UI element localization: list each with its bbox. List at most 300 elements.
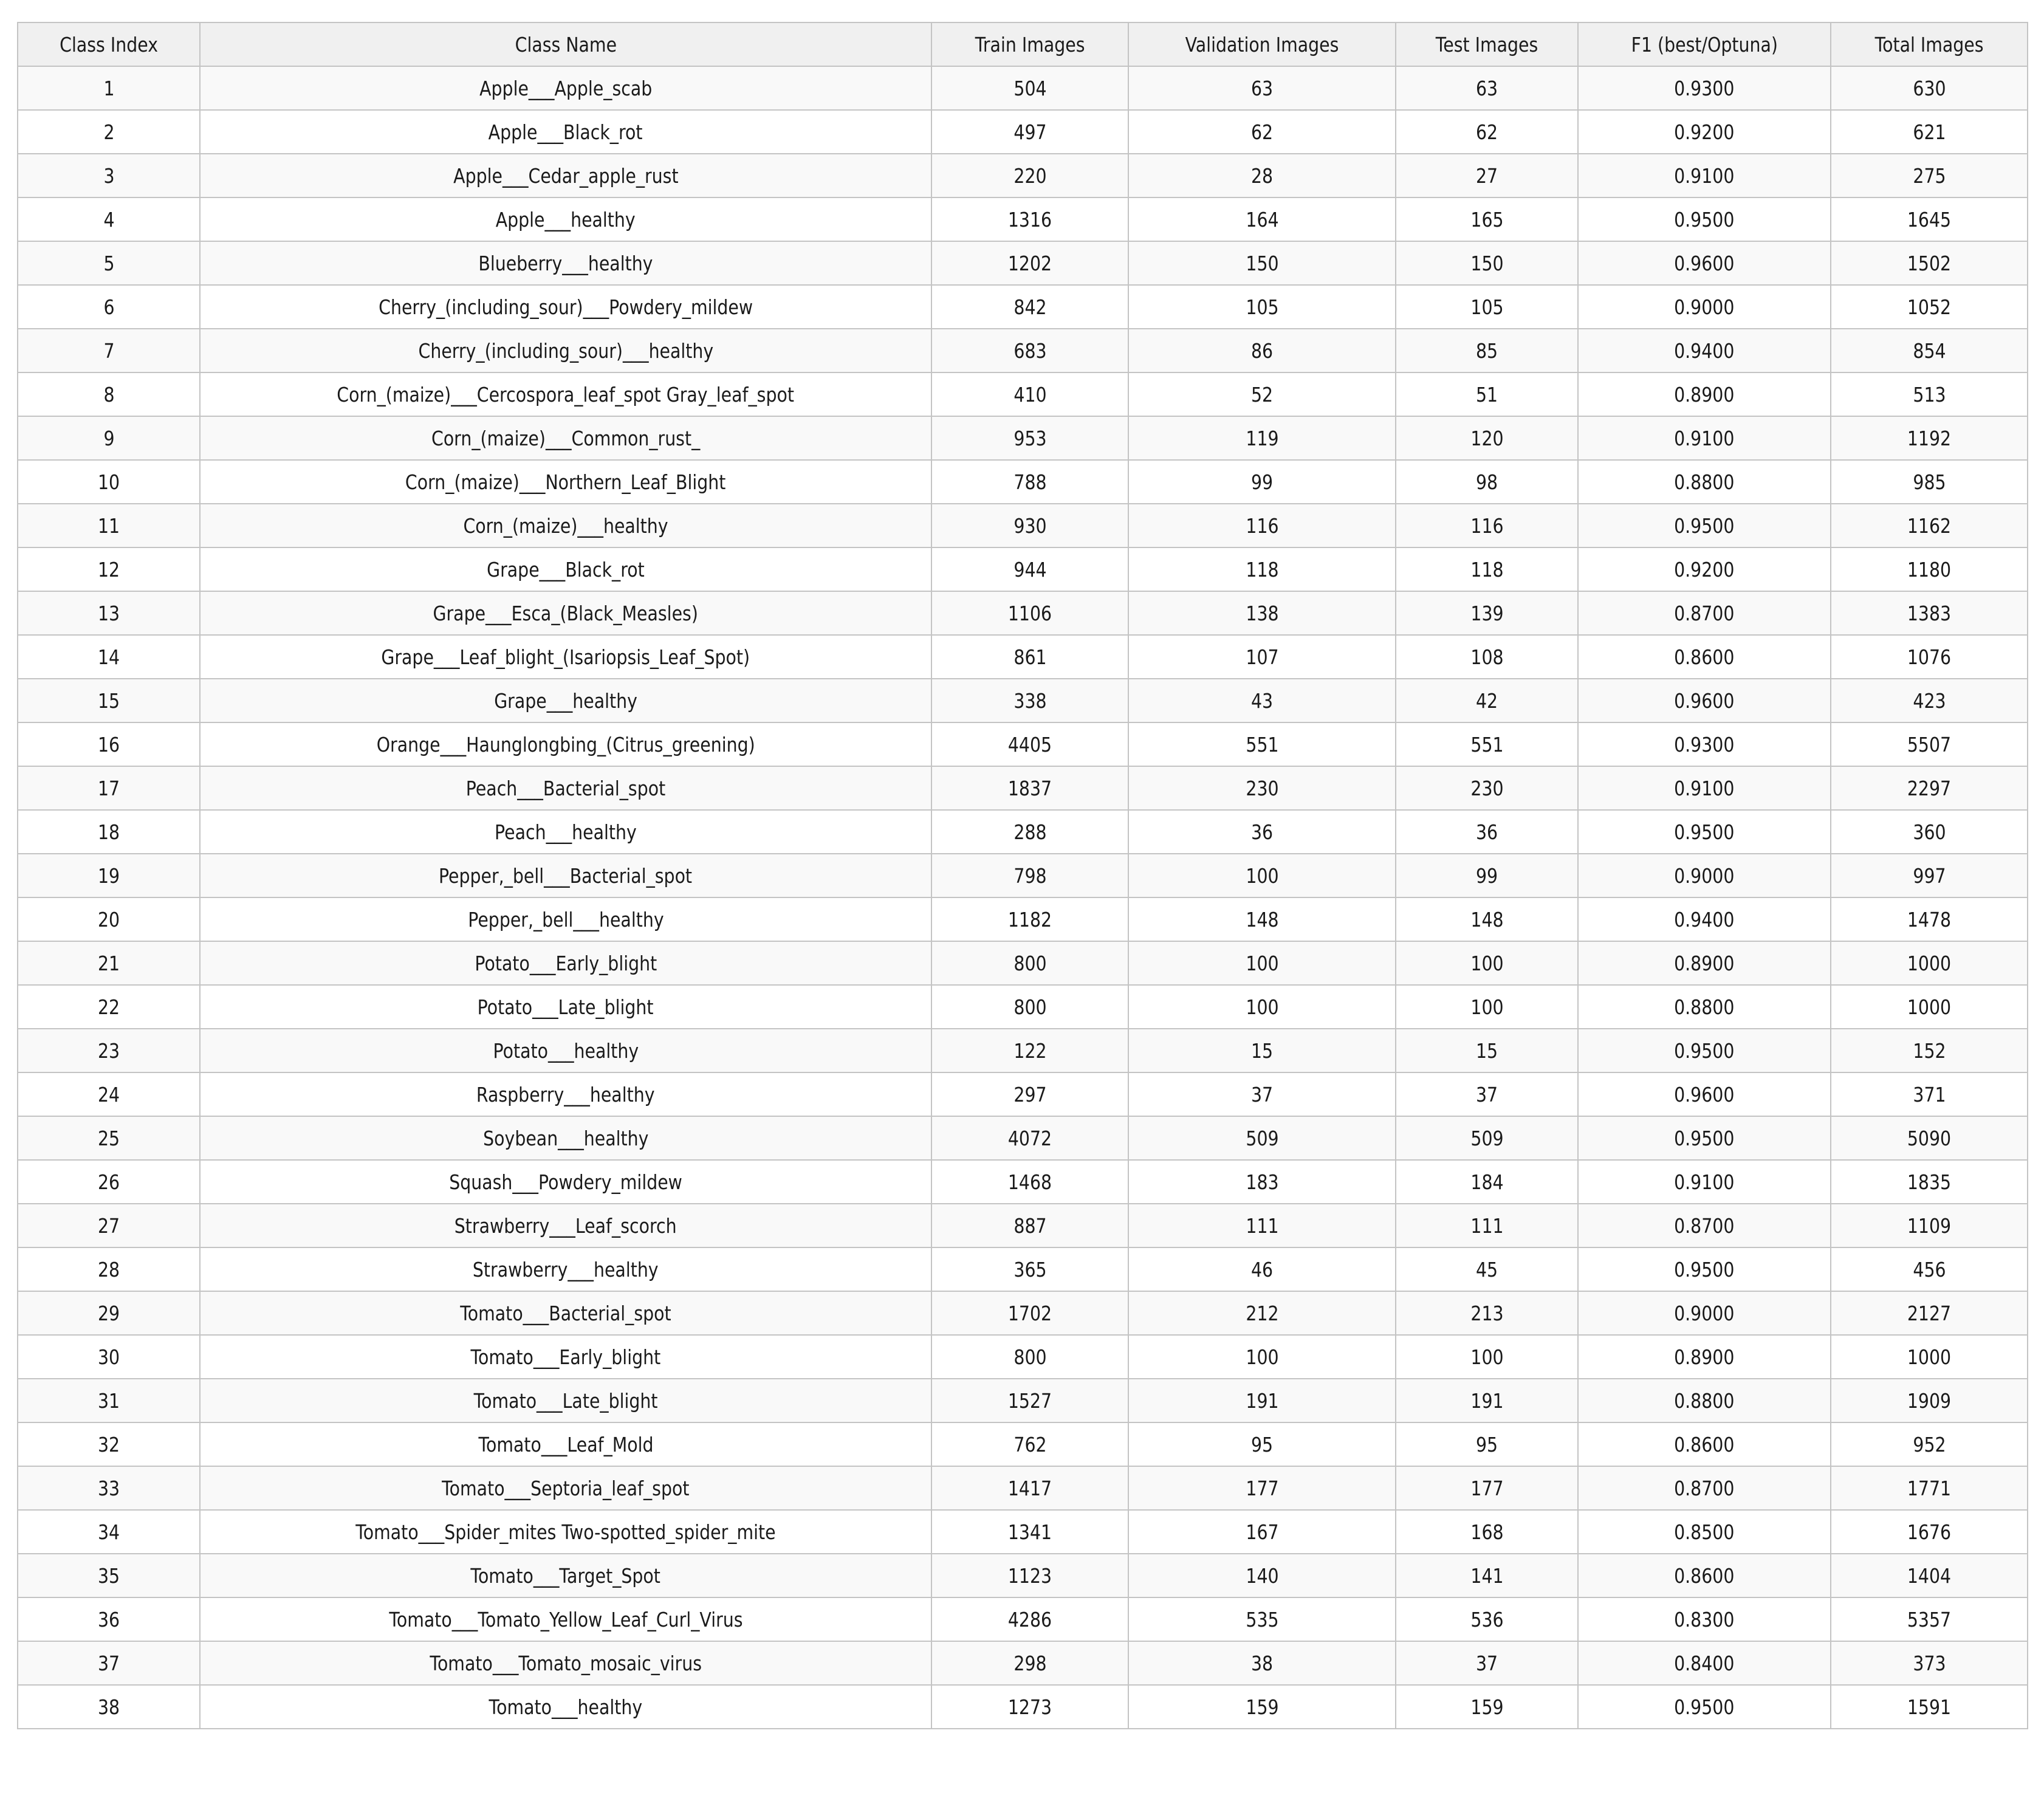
total-images-cell: 1502 xyxy=(1831,241,2028,285)
train-images-cell: 887 xyxy=(931,1204,1128,1247)
train-images-cell: 953 xyxy=(931,416,1128,460)
test-images-cell: 551 xyxy=(1396,722,1578,766)
class-name-cell: Corn_(maize)___Common_rust_ xyxy=(200,416,931,460)
table-row xyxy=(18,372,2028,416)
class-name-cell: Pepper,_bell___Bacterial_spot xyxy=(200,854,931,897)
class-name-cell: Pepper,_bell___healthy xyxy=(200,897,931,941)
total-images-cell: 1676 xyxy=(1831,1510,2028,1554)
total-images-cell: 1076 xyxy=(1831,635,2028,679)
validation-images-cell: 52 xyxy=(1128,372,1396,416)
class-index-cell: 17 xyxy=(18,766,200,810)
test-images-cell: 159 xyxy=(1396,1685,1578,1729)
class-name-cell: Tomato___Septoria_leaf_spot xyxy=(200,1466,931,1510)
class-index-cell: 20 xyxy=(18,897,200,941)
f1-score-cell: 0.9300 xyxy=(1578,66,1831,110)
f1-score-cell: 0.9200 xyxy=(1578,110,1831,154)
validation-images-cell: 37 xyxy=(1128,1072,1396,1116)
f1-score-cell: 0.9600 xyxy=(1578,1072,1831,1116)
class-index-cell: 15 xyxy=(18,679,200,722)
train-images-cell: 1316 xyxy=(931,197,1128,241)
total-images-cell: 1052 xyxy=(1831,285,2028,329)
test-images-cell: 213 xyxy=(1396,1291,1578,1335)
validation-images-cell: 100 xyxy=(1128,1335,1396,1379)
test-images-cell: 45 xyxy=(1396,1247,1578,1291)
class-index-cell: 32 xyxy=(18,1422,200,1466)
validation-images-cell: 509 xyxy=(1128,1116,1396,1160)
validation-images-cell: 95 xyxy=(1128,1422,1396,1466)
f1-score-cell: 0.9100 xyxy=(1578,766,1831,810)
test-images-cell: 98 xyxy=(1396,460,1578,504)
test-images-cell: 36 xyxy=(1396,810,1578,854)
table-row xyxy=(18,1422,2028,1466)
dataset-class-table xyxy=(17,22,2028,1729)
train-images-cell: 1468 xyxy=(931,1160,1128,1204)
train-images-cell: 683 xyxy=(931,329,1128,372)
table-row xyxy=(18,416,2028,460)
train-images-cell: 1123 xyxy=(931,1554,1128,1597)
train-images-cell: 365 xyxy=(931,1247,1128,1291)
test-images-cell: 100 xyxy=(1396,941,1578,985)
f1-score-cell: 0.9100 xyxy=(1578,154,1831,197)
class-index-cell: 36 xyxy=(18,1597,200,1641)
class-name-cell: Strawberry___healthy xyxy=(200,1247,931,1291)
f1-score-cell: 0.8900 xyxy=(1578,941,1831,985)
total-images-cell: 854 xyxy=(1831,329,2028,372)
class-index-cell: 35 xyxy=(18,1554,200,1597)
class-name-cell: Strawberry___Leaf_scorch xyxy=(200,1204,931,1247)
train-images-cell: 298 xyxy=(931,1641,1128,1685)
class-name-cell: Tomato___Spider_mites Two-spotted_spider_mite xyxy=(200,1510,931,1554)
table-row xyxy=(18,635,2028,679)
test-images-cell: 111 xyxy=(1396,1204,1578,1247)
f1-score-cell: 0.9600 xyxy=(1578,241,1831,285)
train-images-cell: 504 xyxy=(931,66,1128,110)
test-images-cell: 116 xyxy=(1396,504,1578,547)
validation-images-cell: 111 xyxy=(1128,1204,1396,1247)
class-name-cell: Potato___healthy xyxy=(200,1029,931,1072)
column-header-f1-score: F1 (best/Optuna) xyxy=(1578,22,1831,66)
test-images-cell: 63 xyxy=(1396,66,1578,110)
class-name-cell: Tomato___healthy xyxy=(200,1685,931,1729)
class-name-cell: Tomato___Target_Spot xyxy=(200,1554,931,1597)
train-images-cell: 762 xyxy=(931,1422,1128,1466)
train-images-cell: 1837 xyxy=(931,766,1128,810)
class-name-cell: Grape___healthy xyxy=(200,679,931,722)
validation-images-cell: 116 xyxy=(1128,504,1396,547)
total-images-cell: 1645 xyxy=(1831,197,2028,241)
validation-images-cell: 118 xyxy=(1128,547,1396,591)
class-name-cell: Tomato___Tomato_mosaic_virus xyxy=(200,1641,931,1685)
validation-images-cell: 230 xyxy=(1128,766,1396,810)
test-images-cell: 95 xyxy=(1396,1422,1578,1466)
validation-images-cell: 212 xyxy=(1128,1291,1396,1335)
total-images-cell: 1180 xyxy=(1831,547,2028,591)
validation-images-cell: 535 xyxy=(1128,1597,1396,1641)
test-images-cell: 509 xyxy=(1396,1116,1578,1160)
table-row xyxy=(18,504,2028,547)
class-index-cell: 23 xyxy=(18,1029,200,1072)
class-name-cell: Apple___healthy xyxy=(200,197,931,241)
total-images-cell: 423 xyxy=(1831,679,2028,722)
validation-images-cell: 100 xyxy=(1128,941,1396,985)
total-images-cell: 1109 xyxy=(1831,1204,2028,1247)
class-name-cell: Tomato___Early_blight xyxy=(200,1335,931,1379)
class-index-cell: 25 xyxy=(18,1116,200,1160)
class-index-cell: 1 xyxy=(18,66,200,110)
validation-images-cell: 36 xyxy=(1128,810,1396,854)
table-row xyxy=(18,1554,2028,1597)
class-index-cell: 11 xyxy=(18,504,200,547)
f1-score-cell: 0.9500 xyxy=(1578,1685,1831,1729)
train-images-cell: 800 xyxy=(931,985,1128,1029)
train-images-cell: 798 xyxy=(931,854,1128,897)
validation-images-cell: 148 xyxy=(1128,897,1396,941)
class-name-cell: Soybean___healthy xyxy=(200,1116,931,1160)
column-header-test-images: Test Images xyxy=(1396,22,1578,66)
total-images-cell: 1591 xyxy=(1831,1685,2028,1729)
total-images-cell: 360 xyxy=(1831,810,2028,854)
table-row xyxy=(18,1160,2028,1204)
table-row xyxy=(18,591,2028,635)
class-name-cell: Corn_(maize)___Cercospora_leaf_spot Gray_leaf_spot xyxy=(200,372,931,416)
f1-score-cell: 0.8900 xyxy=(1578,1335,1831,1379)
dataset-class-table-container xyxy=(17,22,2027,1729)
test-images-cell: 37 xyxy=(1396,1641,1578,1685)
f1-score-cell: 0.9600 xyxy=(1578,679,1831,722)
f1-score-cell: 0.8700 xyxy=(1578,1466,1831,1510)
total-images-cell: 1404 xyxy=(1831,1554,2028,1597)
table-row xyxy=(18,1291,2028,1335)
test-images-cell: 184 xyxy=(1396,1160,1578,1204)
total-images-cell: 1000 xyxy=(1831,941,2028,985)
class-index-cell: 37 xyxy=(18,1641,200,1685)
table-row xyxy=(18,197,2028,241)
class-name-cell: Tomato___Tomato_Yellow_Leaf_Curl_Virus xyxy=(200,1597,931,1641)
class-name-cell: Corn_(maize)___Northern_Leaf_Blight xyxy=(200,460,931,504)
class-name-cell: Tomato___Late_blight xyxy=(200,1379,931,1422)
validation-images-cell: 46 xyxy=(1128,1247,1396,1291)
total-images-cell: 621 xyxy=(1831,110,2028,154)
class-index-cell: 3 xyxy=(18,154,200,197)
test-images-cell: 139 xyxy=(1396,591,1578,635)
column-header-train-images: Train Images xyxy=(931,22,1128,66)
total-images-cell: 5507 xyxy=(1831,722,2028,766)
class-name-cell: Peach___healthy xyxy=(200,810,931,854)
table-row xyxy=(18,1029,2028,1072)
class-name-cell: Tomato___Bacterial_spot xyxy=(200,1291,931,1335)
column-header-class-index: Class Index xyxy=(18,22,200,66)
f1-score-cell: 0.8600 xyxy=(1578,635,1831,679)
class-index-cell: 12 xyxy=(18,547,200,591)
train-images-cell: 122 xyxy=(931,1029,1128,1072)
f1-score-cell: 0.9500 xyxy=(1578,1029,1831,1072)
train-images-cell: 842 xyxy=(931,285,1128,329)
test-images-cell: 51 xyxy=(1396,372,1578,416)
test-images-cell: 62 xyxy=(1396,110,1578,154)
total-images-cell: 997 xyxy=(1831,854,2028,897)
validation-images-cell: 551 xyxy=(1128,722,1396,766)
test-images-cell: 37 xyxy=(1396,1072,1578,1116)
class-index-cell: 38 xyxy=(18,1685,200,1729)
class-index-cell: 27 xyxy=(18,1204,200,1247)
total-images-cell: 1000 xyxy=(1831,1335,2028,1379)
train-images-cell: 338 xyxy=(931,679,1128,722)
f1-score-cell: 0.9500 xyxy=(1578,197,1831,241)
class-index-cell: 33 xyxy=(18,1466,200,1510)
validation-images-cell: 164 xyxy=(1128,197,1396,241)
validation-images-cell: 183 xyxy=(1128,1160,1396,1204)
class-index-cell: 19 xyxy=(18,854,200,897)
class-name-cell: Cherry_(including_sour)___healthy xyxy=(200,329,931,372)
total-images-cell: 1909 xyxy=(1831,1379,2028,1422)
validation-images-cell: 107 xyxy=(1128,635,1396,679)
class-index-cell: 31 xyxy=(18,1379,200,1422)
total-images-cell: 456 xyxy=(1831,1247,2028,1291)
total-images-cell: 1478 xyxy=(1831,897,2028,941)
validation-images-cell: 15 xyxy=(1128,1029,1396,1072)
class-index-cell: 34 xyxy=(18,1510,200,1554)
validation-images-cell: 150 xyxy=(1128,241,1396,285)
table-row xyxy=(18,722,2028,766)
validation-images-cell: 191 xyxy=(1128,1379,1396,1422)
column-header-total-images: Total Images xyxy=(1831,22,2028,66)
f1-score-cell: 0.9000 xyxy=(1578,285,1831,329)
test-images-cell: 108 xyxy=(1396,635,1578,679)
train-images-cell: 220 xyxy=(931,154,1128,197)
train-images-cell: 1527 xyxy=(931,1379,1128,1422)
validation-images-cell: 38 xyxy=(1128,1641,1396,1685)
class-index-cell: 21 xyxy=(18,941,200,985)
f1-score-cell: 0.9400 xyxy=(1578,329,1831,372)
test-images-cell: 120 xyxy=(1396,416,1578,460)
class-name-cell: Grape___Esca_(Black_Measles) xyxy=(200,591,931,635)
table-row xyxy=(18,1335,2028,1379)
train-images-cell: 1273 xyxy=(931,1685,1128,1729)
f1-score-cell: 0.9100 xyxy=(1578,1160,1831,1204)
test-images-cell: 177 xyxy=(1396,1466,1578,1510)
total-images-cell: 373 xyxy=(1831,1641,2028,1685)
class-index-cell: 10 xyxy=(18,460,200,504)
class-index-cell: 6 xyxy=(18,285,200,329)
validation-images-cell: 100 xyxy=(1128,985,1396,1029)
class-name-cell: Peach___Bacterial_spot xyxy=(200,766,931,810)
test-images-cell: 536 xyxy=(1396,1597,1578,1641)
f1-score-cell: 0.9000 xyxy=(1578,1291,1831,1335)
train-images-cell: 1202 xyxy=(931,241,1128,285)
total-images-cell: 513 xyxy=(1831,372,2028,416)
table-row xyxy=(18,1641,2028,1685)
table-row xyxy=(18,854,2028,897)
test-images-cell: 27 xyxy=(1396,154,1578,197)
class-name-cell: Cherry_(including_sour)___Powdery_mildew xyxy=(200,285,931,329)
table-row xyxy=(18,679,2028,722)
class-name-cell: Apple___Apple_scab xyxy=(200,66,931,110)
f1-score-cell: 0.9300 xyxy=(1578,722,1831,766)
table-row xyxy=(18,1204,2028,1247)
validation-images-cell: 62 xyxy=(1128,110,1396,154)
class-index-cell: 22 xyxy=(18,985,200,1029)
class-index-cell: 30 xyxy=(18,1335,200,1379)
test-images-cell: 105 xyxy=(1396,285,1578,329)
class-index-cell: 9 xyxy=(18,416,200,460)
f1-score-cell: 0.8700 xyxy=(1578,591,1831,635)
table-row xyxy=(18,985,2028,1029)
table-header-row xyxy=(18,22,2028,66)
total-images-cell: 1835 xyxy=(1831,1160,2028,1204)
class-index-cell: 5 xyxy=(18,241,200,285)
table-row xyxy=(18,1510,2028,1554)
validation-images-cell: 119 xyxy=(1128,416,1396,460)
class-index-cell: 16 xyxy=(18,722,200,766)
class-name-cell: Grape___Leaf_blight_(Isariopsis_Leaf_Spot) xyxy=(200,635,931,679)
class-index-cell: 24 xyxy=(18,1072,200,1116)
train-images-cell: 1417 xyxy=(931,1466,1128,1510)
f1-score-cell: 0.9500 xyxy=(1578,504,1831,547)
total-images-cell: 2127 xyxy=(1831,1291,2028,1335)
class-index-cell: 8 xyxy=(18,372,200,416)
table-row xyxy=(18,1597,2028,1641)
table-row xyxy=(18,1247,2028,1291)
test-images-cell: 42 xyxy=(1396,679,1578,722)
class-name-cell: Apple___Black_rot xyxy=(200,110,931,154)
train-images-cell: 861 xyxy=(931,635,1128,679)
f1-score-cell: 0.8800 xyxy=(1578,460,1831,504)
table-row xyxy=(18,1466,2028,1510)
f1-score-cell: 0.9500 xyxy=(1578,810,1831,854)
test-images-cell: 148 xyxy=(1396,897,1578,941)
table-row xyxy=(18,1685,2028,1729)
class-name-cell: Grape___Black_rot xyxy=(200,547,931,591)
class-index-cell: 14 xyxy=(18,635,200,679)
column-header-class-name: Class Name xyxy=(200,22,931,66)
f1-score-cell: 0.9400 xyxy=(1578,897,1831,941)
class-index-cell: 29 xyxy=(18,1291,200,1335)
table-row xyxy=(18,329,2028,372)
class-name-cell: Corn_(maize)___healthy xyxy=(200,504,931,547)
table-row xyxy=(18,810,2028,854)
validation-images-cell: 86 xyxy=(1128,329,1396,372)
table-row xyxy=(18,460,2028,504)
f1-score-cell: 0.9100 xyxy=(1578,416,1831,460)
test-images-cell: 99 xyxy=(1396,854,1578,897)
f1-score-cell: 0.8400 xyxy=(1578,1641,1831,1685)
test-images-cell: 191 xyxy=(1396,1379,1578,1422)
test-images-cell: 100 xyxy=(1396,1335,1578,1379)
train-images-cell: 288 xyxy=(931,810,1128,854)
test-images-cell: 168 xyxy=(1396,1510,1578,1554)
f1-score-cell: 0.8600 xyxy=(1578,1422,1831,1466)
test-images-cell: 150 xyxy=(1396,241,1578,285)
class-name-cell: Orange___Haunglongbing_(Citrus_greening) xyxy=(200,722,931,766)
class-index-cell: 7 xyxy=(18,329,200,372)
f1-score-cell: 0.9500 xyxy=(1578,1247,1831,1291)
class-index-cell: 26 xyxy=(18,1160,200,1204)
f1-score-cell: 0.8800 xyxy=(1578,985,1831,1029)
test-images-cell: 118 xyxy=(1396,547,1578,591)
validation-images-cell: 140 xyxy=(1128,1554,1396,1597)
train-images-cell: 1182 xyxy=(931,897,1128,941)
table-row xyxy=(18,110,2028,154)
class-index-cell: 28 xyxy=(18,1247,200,1291)
table-row xyxy=(18,241,2028,285)
f1-score-cell: 0.8500 xyxy=(1578,1510,1831,1554)
f1-score-cell: 0.9000 xyxy=(1578,854,1831,897)
test-images-cell: 230 xyxy=(1396,766,1578,810)
table-row xyxy=(18,941,2028,985)
f1-score-cell: 0.8300 xyxy=(1578,1597,1831,1641)
train-images-cell: 1106 xyxy=(931,591,1128,635)
train-images-cell: 4072 xyxy=(931,1116,1128,1160)
validation-images-cell: 105 xyxy=(1128,285,1396,329)
total-images-cell: 275 xyxy=(1831,154,2028,197)
validation-images-cell: 167 xyxy=(1128,1510,1396,1554)
total-images-cell: 2297 xyxy=(1831,766,2028,810)
table-row xyxy=(18,897,2028,941)
table-row xyxy=(18,66,2028,110)
train-images-cell: 4286 xyxy=(931,1597,1128,1641)
test-images-cell: 85 xyxy=(1396,329,1578,372)
table-row xyxy=(18,1072,2028,1116)
test-images-cell: 165 xyxy=(1396,197,1578,241)
f1-score-cell: 0.9200 xyxy=(1578,547,1831,591)
train-images-cell: 4405 xyxy=(931,722,1128,766)
f1-score-cell: 0.8600 xyxy=(1578,1554,1831,1597)
train-images-cell: 930 xyxy=(931,504,1128,547)
validation-images-cell: 43 xyxy=(1128,679,1396,722)
class-name-cell: Tomato___Leaf_Mold xyxy=(200,1422,931,1466)
test-images-cell: 141 xyxy=(1396,1554,1578,1597)
total-images-cell: 152 xyxy=(1831,1029,2028,1072)
validation-images-cell: 63 xyxy=(1128,66,1396,110)
train-images-cell: 800 xyxy=(931,941,1128,985)
class-index-cell: 13 xyxy=(18,591,200,635)
table-body xyxy=(18,66,2028,1729)
column-header-validation-images: Validation Images xyxy=(1128,22,1396,66)
class-name-cell: Raspberry___healthy xyxy=(200,1072,931,1116)
total-images-cell: 952 xyxy=(1831,1422,2028,1466)
f1-score-cell: 0.8900 xyxy=(1578,372,1831,416)
train-images-cell: 1341 xyxy=(931,1510,1128,1554)
total-images-cell: 1192 xyxy=(1831,416,2028,460)
total-images-cell: 985 xyxy=(1831,460,2028,504)
validation-images-cell: 138 xyxy=(1128,591,1396,635)
train-images-cell: 497 xyxy=(931,110,1128,154)
validation-images-cell: 177 xyxy=(1128,1466,1396,1510)
validation-images-cell: 100 xyxy=(1128,854,1396,897)
total-images-cell: 1383 xyxy=(1831,591,2028,635)
table-row xyxy=(18,547,2028,591)
train-images-cell: 800 xyxy=(931,1335,1128,1379)
total-images-cell: 5090 xyxy=(1831,1116,2028,1160)
train-images-cell: 788 xyxy=(931,460,1128,504)
total-images-cell: 1162 xyxy=(1831,504,2028,547)
class-name-cell: Potato___Late_blight xyxy=(200,985,931,1029)
class-index-cell: 18 xyxy=(18,810,200,854)
class-index-cell: 4 xyxy=(18,197,200,241)
total-images-cell: 1000 xyxy=(1831,985,2028,1029)
train-images-cell: 297 xyxy=(931,1072,1128,1116)
total-images-cell: 630 xyxy=(1831,66,2028,110)
validation-images-cell: 99 xyxy=(1128,460,1396,504)
train-images-cell: 944 xyxy=(931,547,1128,591)
class-name-cell: Blueberry___healthy xyxy=(200,241,931,285)
train-images-cell: 410 xyxy=(931,372,1128,416)
class-index-cell: 2 xyxy=(18,110,200,154)
validation-images-cell: 28 xyxy=(1128,154,1396,197)
test-images-cell: 15 xyxy=(1396,1029,1578,1072)
total-images-cell: 1771 xyxy=(1831,1466,2028,1510)
f1-score-cell: 0.9500 xyxy=(1578,1116,1831,1160)
